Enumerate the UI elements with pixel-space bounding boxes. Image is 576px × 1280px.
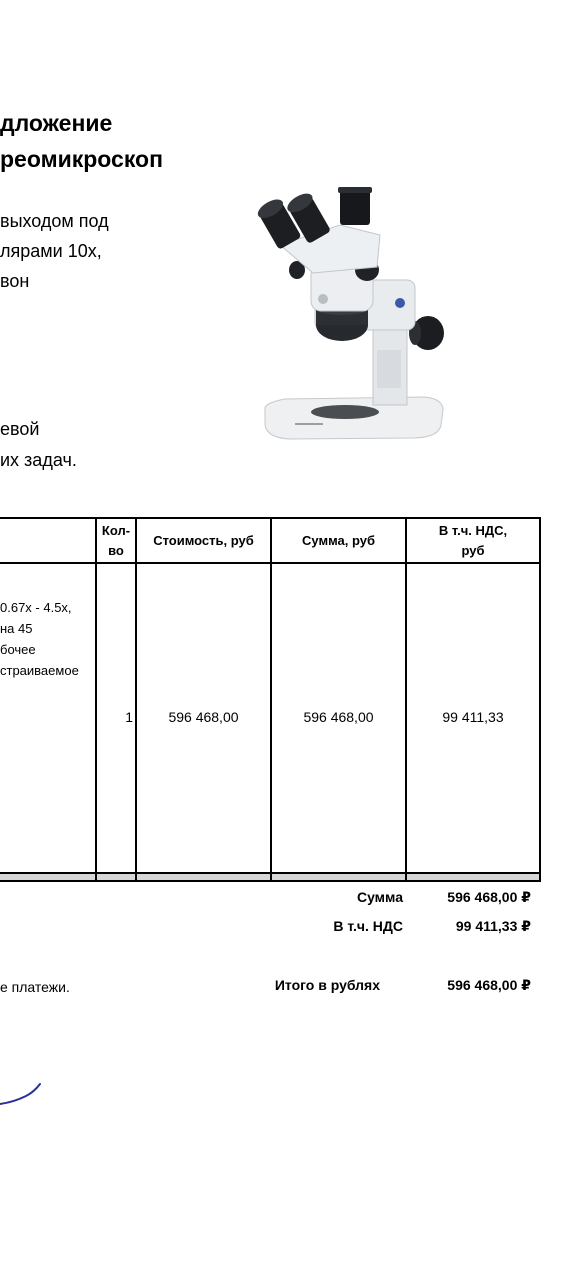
product-title: реомикроскоп (0, 146, 163, 172)
description-line: на 45 (0, 621, 33, 636)
vat-value: 99 411,33 ₽ (455, 918, 531, 934)
header-qty-line-1: Кол- (101, 522, 131, 538)
row-vat: 99 411,33 (442, 709, 504, 725)
total-label: Итого в рублях (274, 977, 380, 993)
header-vat-line-1: В т.ч. НДС, (438, 522, 508, 538)
intro-line-2: лярами 10x, (0, 241, 102, 261)
header-qty-line-2: во (108, 542, 124, 558)
payment-note: е платежи. (0, 979, 70, 995)
sum-value: 596 468,00 ₽ (447, 889, 531, 905)
row-sum: 596 468,00 (303, 709, 374, 725)
total-value: 596 468,00 ₽ (447, 977, 531, 993)
row-qty: 1 (125, 709, 133, 725)
intro2-line-1: евой (0, 419, 40, 439)
microscope-image (245, 185, 450, 445)
header-qty (97, 519, 135, 562)
intro-line-1: выходом под (0, 211, 109, 231)
header-price: Стоимость, руб (153, 532, 254, 548)
row-description (0, 597, 79, 681)
signature-stroke (0, 1078, 50, 1108)
intro2-line-2: их задач. (0, 450, 77, 470)
description-line: бочее (0, 642, 36, 657)
header-sum: Сумма, руб (302, 532, 375, 548)
intro-line-3: вон (0, 271, 30, 291)
sum-label: Сумма (356, 889, 403, 905)
price-table (0, 517, 541, 882)
header-vat-line-2: руб (461, 542, 485, 558)
description-line: страиваемое (0, 663, 79, 678)
offer-title: дложение (0, 110, 113, 136)
header-vat (407, 519, 539, 562)
description-line: 0.67x - 4.5x, (0, 600, 72, 615)
vat-label: В т.ч. НДС (333, 918, 403, 934)
row-price: 596 468,00 (168, 709, 239, 725)
